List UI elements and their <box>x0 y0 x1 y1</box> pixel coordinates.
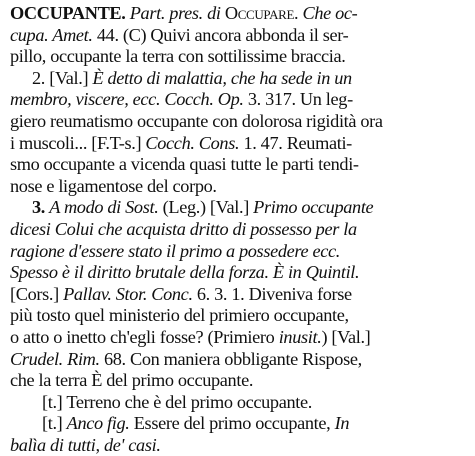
text-segment: dicesi Colui che acquista dritto di possesso per la <box>10 218 357 239</box>
text-segment: . <box>294 3 303 23</box>
text-segment: Pallav. Stor. Conc. <box>63 283 193 304</box>
text-segment: smo occupante a vicenda quasi tutte le parti tendi- <box>10 154 359 175</box>
text-segment: [t.] <box>42 413 67 434</box>
sense-3-line-2 <box>10 219 465 241</box>
text-segment: Anco fig. <box>66 413 130 434</box>
text-segment: nose e ligamentose del corpo. <box>10 175 217 196</box>
sense-3-line-9 <box>10 370 465 392</box>
text-segment: Che oc- <box>302 3 358 23</box>
sense-2-line-3 <box>10 111 465 133</box>
entry-line-3 <box>10 46 465 68</box>
text-segment: [Cors.] <box>10 283 64 304</box>
text-segment: ) [Val.] <box>321 326 371 347</box>
text-segment: ragione d'essere stato il primo a possedere ecc. <box>10 240 340 261</box>
text-segment: giero reumatismo occupante con dolorosa rigidità ora <box>10 110 383 131</box>
text-segment: i muscoli... [F.T-s.] <box>10 132 146 153</box>
subsense-fig-line-1 <box>10 413 465 435</box>
entry-line-2 <box>10 25 465 47</box>
text-segment: 2. [Val.] <box>32 67 93 88</box>
sense-2-line-1 <box>10 68 465 90</box>
text-segment: È detto di malattia, che ha sede in un <box>92 67 352 88</box>
text-segment: inusit. <box>278 326 322 347</box>
sense-2-line-4 <box>10 133 465 155</box>
text-segment: In <box>334 413 350 434</box>
text-segment: Primo occupante <box>253 197 374 218</box>
sense-3-line-6 <box>10 305 465 327</box>
sense-2-line-2 <box>10 89 465 111</box>
sense-3-line-7 <box>10 327 465 349</box>
headword: OCCUPANTE. <box>10 3 126 23</box>
sense-3-line-5 <box>10 284 465 306</box>
text-segment: cupa. Amet. <box>10 24 93 45</box>
text-segment: 3. 317. Un leg- <box>243 89 353 110</box>
text-segment: 44. (C) Quivi ancora abbonda il ser- <box>92 24 349 45</box>
entry-line-1 <box>10 3 465 25</box>
sense-3-line-4 <box>10 262 465 284</box>
text-segment: balìa di tutti, de' casi. <box>10 434 161 455</box>
subsense-fig-line-2 <box>10 435 465 456</box>
text-segment: Crudel. Rim. <box>10 348 100 369</box>
text-segment: che la terra È del primo occupante. <box>10 370 254 391</box>
sense-2-line-5 <box>10 154 465 176</box>
subsense-terreno <box>10 392 465 414</box>
text-segment: 1. 47. Reumati- <box>239 132 352 153</box>
sense-3-line-8 <box>10 349 465 371</box>
text-segment: più tosto quel ministerio del primiero occupante, <box>10 305 349 326</box>
sense-3-line-3 <box>10 241 465 263</box>
text-segment: Occupare <box>224 3 295 23</box>
text-segment: pillo, occupante la terra con sottilissime braccia. <box>10 46 346 67</box>
text-segment: 3. <box>32 197 50 218</box>
text-segment: 68. Con maniera obbligante Rispose, <box>99 348 362 369</box>
text-segment: [t.] Terreno che è del primo occupante. <box>42 391 312 412</box>
text-segment: Spesso è il diritto brutale della forza. È in Quintil. <box>10 262 360 283</box>
sense-2-line-6 <box>10 176 465 198</box>
text-segment: Part. pres. di <box>129 3 225 23</box>
sense-3-line-1 <box>10 197 465 219</box>
text-segment: (Leg.) [Val.] <box>158 197 254 218</box>
text-segment: o atto o inetto ch'egli fosse? (Primiero <box>10 326 279 347</box>
text-segment: A modo di Sost. <box>49 197 159 218</box>
text-segment: Cocch. Cons. <box>145 132 240 153</box>
text-segment: Essere del primo occupante, <box>129 413 335 434</box>
text-segment: 6. 3. 1. Diveniva forse <box>192 283 352 304</box>
text-segment: membro, viscere, ecc. Cocch. Op. <box>10 89 244 110</box>
